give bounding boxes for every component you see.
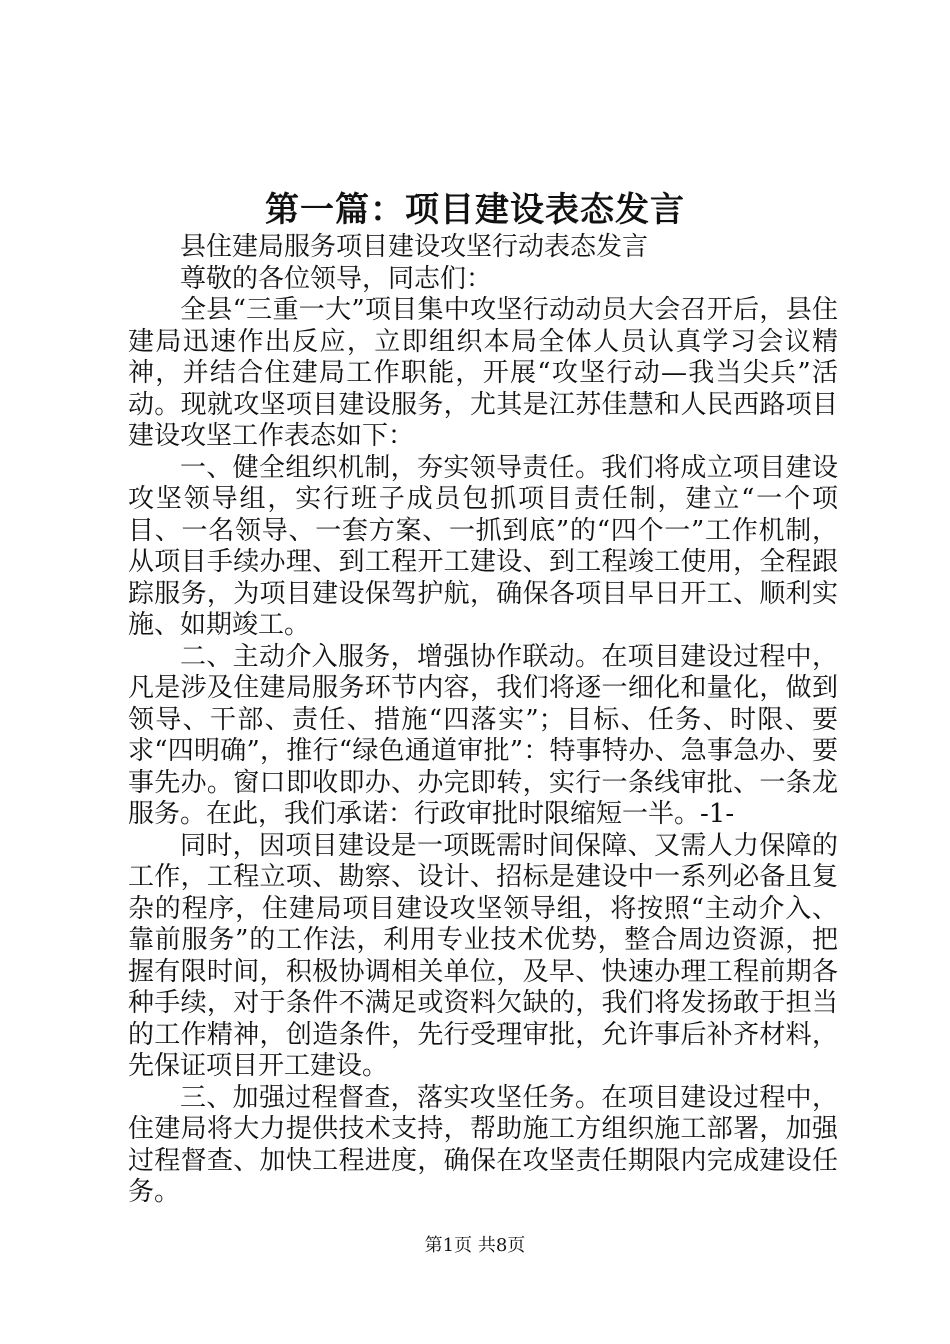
page-footer: 第1页 共8页 — [424, 1235, 526, 1256]
paragraph-point-three: 三、加强过程督查，落实攻坚任务。在项目建设过程中，住建局将大力提供技术支持，帮助施工方组织施工部署，加强过程督查、加快工程进度，确保在攻坚责任期限内完成建设任务。 — [128, 1082, 838, 1207]
paragraph-intro: 全县“三重一大”项目集中攻坚行动动员大会召开后，县住建局迅速作出反应，立即组织本局全体人员认真学习会议精神，并结合住建局工作职能，开展“攻坚行动—我当尖兵”活动。现就攻坚项目建设服务，尤其是江苏佳慧和人民西路项目建设攻坚工作表态如下： — [128, 295, 838, 451]
paragraph-point-two: 二、主动介入服务，增强协作联动。在项目建设过程中，凡是涉及住建局服务环节内容，我们将逐一细化和量化，做到领导、干部、责任、措施“四落实”；目标、任务、时限、要求“四明确”，推行“绿色通道审批”：特事特办、急事急办、要事先办。窗口即收即办、办完即转，实行一条线审批、一条龙服务。在此，我们承诺：行政审批时限缩短一半。-1- — [128, 641, 838, 829]
paragraph-point-one: 一、健全组织机制，夯实领导责任。我们将成立项目建设攻坚领导组，实行班子成员包抓项目责任制，建立“一个项目、一名领导、一套方案、一抓到底”的“四个一”工作机制，从项目手续办理、到工程开工建设、到工程竣工使用，全程跟踪服务，为项目建设保驾护航，确保各项目早日开工、顺利实施、如期竣工。 — [128, 452, 838, 640]
document-body — [128, 232, 838, 1209]
document-title: 第一篇：项目建设表态发言 — [265, 190, 685, 230]
paragraph-subtitle: 县住建局服务项目建设攻坚行动表态发言 — [180, 232, 649, 262]
paragraph-salutation: 尊敬的各位领导，同志们： — [180, 263, 493, 294]
paragraph-meanwhile: 同时，因项目建设是一项既需时间保障、又需人力保障的工作，工程立项、勘察、设计、招标是建设中一系列必备且复杂的程序，住建局项目建设攻坚领导组，将按照“主动介入、靠前服务”的工作法，利用专业技术优势，整合周边资源，把握有限时间，积极协调相关单位，及早、快速办理工程前期各种手续，对于条件不满足或资料欠缺的，我们将发扬敢于担当的工作精神，创造条件，先行受理审批，允许事后补齐材料，先保证项目开工建设。 — [128, 830, 838, 1081]
